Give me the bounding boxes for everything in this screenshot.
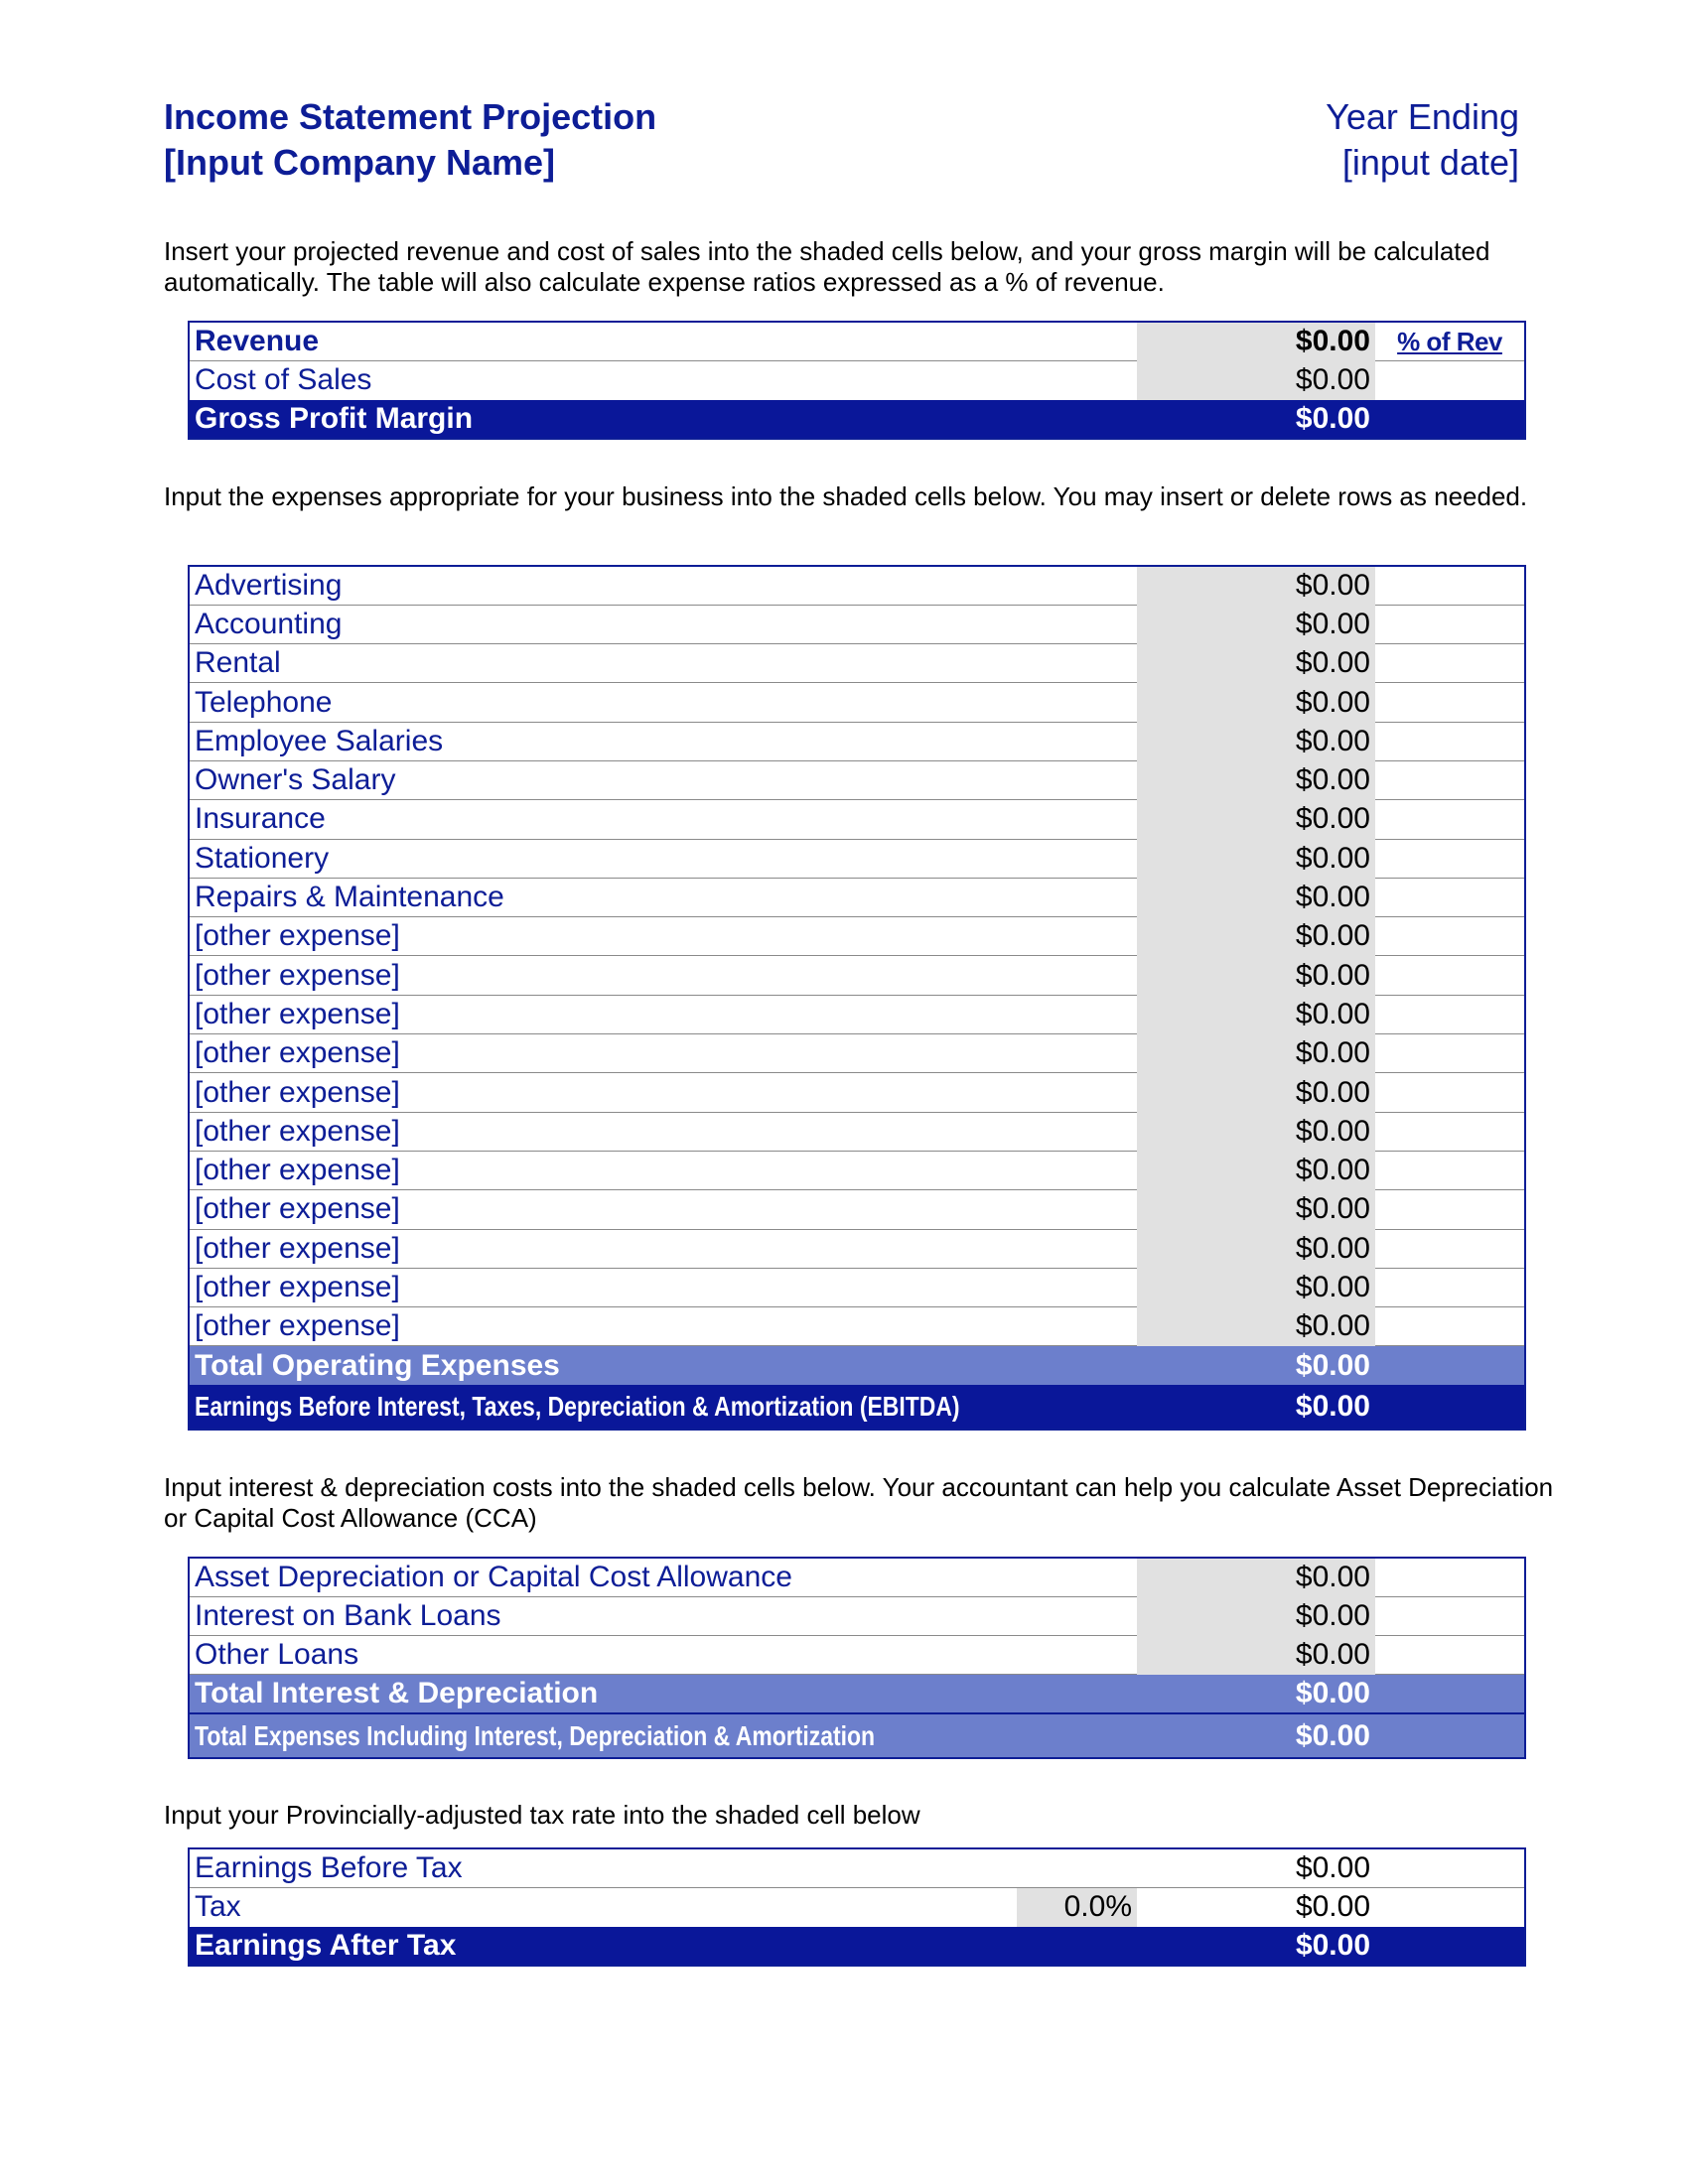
expense-amount-input[interactable]: $0.00 [1137, 1151, 1375, 1189]
expense-row [189, 917, 1525, 956]
pct-cell [1375, 956, 1525, 995]
row-label: Total Interest & Depreciation [189, 1675, 1137, 1713]
other-loans-row [189, 1636, 1525, 1675]
row-label: Gross Profit Margin [189, 400, 1137, 439]
expense-row [189, 878, 1525, 916]
expense-row [189, 1112, 1525, 1151]
earnings-before-tax-row [189, 1848, 1525, 1887]
expense-amount-input[interactable]: $0.00 [1137, 1112, 1375, 1151]
revenue-instructions: Insert your projected revenue and cost of sales into the shaded cells below, and your gross margin will be calculated automatically. The table will also calculate expense ratios expressed as a % of revenue. [164, 236, 1490, 297]
expense-label[interactable]: [other expense] [189, 1307, 1137, 1346]
expense-label[interactable]: Telephone [189, 683, 1137, 722]
expense-table [188, 565, 1526, 1431]
pct-cell [1375, 360, 1525, 399]
expense-row [189, 995, 1525, 1033]
asset-depreciation-input[interactable]: $0.00 [1137, 1558, 1375, 1596]
expense-label[interactable]: [other expense] [189, 1112, 1137, 1151]
expense-amount-input[interactable]: $0.00 [1137, 995, 1375, 1033]
tax-row [189, 1887, 1525, 1926]
year-ending-label: Year Ending [1326, 96, 1519, 137]
pct-cell [1375, 1034, 1525, 1073]
total-interest-depreciation-value: $0.00 [1137, 1675, 1375, 1713]
pct-cell [1375, 1229, 1525, 1268]
expense-label[interactable]: Accounting [189, 605, 1137, 643]
expense-amount-input[interactable]: $0.00 [1137, 1268, 1375, 1306]
expense-amount-input[interactable]: $0.00 [1137, 1034, 1375, 1073]
header-right [1326, 94, 1519, 186]
pct-cell [1375, 1558, 1525, 1596]
expense-amount-input[interactable]: $0.00 [1137, 1073, 1375, 1112]
company-name-field[interactable]: [Input Company Name] [164, 142, 556, 183]
row-label: Cost of Sales [195, 363, 372, 397]
row-label: Asset Depreciation or Capital Cost Allowance [189, 1558, 1137, 1596]
row-label [189, 1385, 1137, 1430]
total-expenses-value: $0.00 [1137, 1713, 1375, 1758]
tax-rate-input[interactable]: 0.0% [1017, 1887, 1137, 1926]
expense-label[interactable]: [other expense] [189, 1268, 1137, 1306]
row-label: Tax [195, 1890, 241, 1924]
expense-amount-input[interactable]: $0.00 [1137, 800, 1375, 839]
expense-row [189, 956, 1525, 995]
expense-label[interactable]: [other expense] [189, 917, 1137, 956]
expense-row [189, 760, 1525, 799]
expense-amount-input[interactable]: $0.00 [1137, 644, 1375, 683]
expense-amount-input[interactable]: $0.00 [1137, 683, 1375, 722]
ebitda-value: $0.00 [1137, 1385, 1375, 1430]
gross-profit-margin-row [189, 400, 1525, 439]
pct-cell [1375, 566, 1525, 605]
expense-row [189, 644, 1525, 683]
interest-table [188, 1557, 1526, 1759]
date-field[interactable]: [input date] [1341, 142, 1519, 183]
expense-row [189, 1268, 1525, 1306]
earnings-after-tax-row [189, 1927, 1525, 1966]
expense-amount-input[interactable]: $0.00 [1137, 878, 1375, 916]
expense-label[interactable]: [other expense] [189, 1190, 1137, 1229]
expense-row [189, 1034, 1525, 1073]
expense-label[interactable]: [other expense] [189, 1229, 1137, 1268]
tax-table [188, 1847, 1526, 1967]
expense-row [189, 683, 1525, 722]
expense-row [189, 839, 1525, 878]
cost-of-sales-row [189, 360, 1525, 399]
total-operating-expenses-row [189, 1346, 1525, 1385]
pct-cell [1375, 400, 1525, 439]
header [164, 94, 1519, 194]
expense-label[interactable]: Employee Salaries [189, 722, 1137, 760]
interest-bank-loans-row [189, 1596, 1525, 1635]
expense-label[interactable]: [other expense] [189, 1073, 1137, 1112]
row-label: Interest on Bank Loans [189, 1596, 1137, 1635]
pct-cell [1375, 722, 1525, 760]
earnings-after-tax-value: $0.00 [1137, 1927, 1375, 1966]
expense-row [189, 800, 1525, 839]
expense-amount-input[interactable]: $0.00 [1137, 760, 1375, 799]
revenue-table [188, 321, 1526, 440]
row-label: Total Operating Expenses [189, 1346, 1137, 1385]
earnings-before-tax-value: $0.00 [1137, 1848, 1375, 1887]
pct-cell [1375, 1713, 1525, 1758]
row-label: Earnings After Tax [189, 1927, 1137, 1966]
expense-amount-input[interactable]: $0.00 [1137, 956, 1375, 995]
expense-row [189, 1073, 1525, 1112]
expense-amount-input[interactable]: $0.00 [1137, 1190, 1375, 1229]
expense-amount-input[interactable]: $0.00 [1137, 839, 1375, 878]
pct-cell [1375, 760, 1525, 799]
pct-cell [1375, 683, 1525, 722]
pct-cell [1375, 1385, 1525, 1430]
expense-amount-input[interactable]: $0.00 [1137, 605, 1375, 643]
row-label: Other Loans [189, 1636, 1137, 1675]
pct-of-rev-header [1375, 322, 1525, 360]
row-label: Earnings Before Tax [189, 1848, 1137, 1887]
tax-value: $0.00 [1295, 1890, 1371, 1924]
expense-label[interactable]: [other expense] [189, 956, 1137, 995]
gross-profit-value: $0.00 [1137, 400, 1375, 439]
pct-cell [1375, 1151, 1525, 1189]
pct-cell [1375, 995, 1525, 1033]
pct-cell [1375, 1268, 1525, 1306]
expense-row [189, 1307, 1525, 1346]
total-interest-depreciation-row [189, 1675, 1525, 1713]
pct-cell [1375, 1190, 1525, 1229]
ebitda-label: Earnings Before Interest, Taxes, Depreciation & Amortization (EBITDA) [195, 1391, 960, 1423]
ebitda-row [189, 1385, 1525, 1430]
expense-amount-input[interactable]: $0.00 [1137, 917, 1375, 956]
pct-cell [1375, 1112, 1525, 1151]
expense-label[interactable]: [other expense] [189, 1151, 1137, 1189]
expense-row [189, 566, 1525, 605]
pct-cell [1375, 644, 1525, 683]
pct-cell [1375, 1346, 1525, 1385]
pct-cell [1375, 1927, 1525, 1966]
pct-cell [1375, 800, 1525, 839]
expense-amount-input[interactable]: $0.00 [1137, 722, 1375, 760]
pct-cell [1375, 1636, 1525, 1675]
cost-of-sales-input[interactable]: $0.00 [1137, 360, 1375, 399]
expense-row [189, 1190, 1525, 1229]
pct-cell [1375, 1848, 1525, 1887]
pct-cell [1375, 605, 1525, 643]
interest-bank-loans-input[interactable]: $0.00 [1137, 1596, 1375, 1635]
total-expenses-label: Total Expenses Including Interest, Depreciation & Amortization [195, 1719, 876, 1751]
expense-label[interactable]: Repairs & Maintenance [189, 878, 1137, 916]
total-expenses-row [189, 1713, 1525, 1758]
asset-depreciation-row [189, 1558, 1525, 1596]
pct-cell [1375, 1073, 1525, 1112]
expense-row [189, 1151, 1525, 1189]
interest-instructions: Input interest & depreciation costs into the shaded cells below. Your accountant can help you calculate Asset Depreciation or Capital Cost Allowance (CCA) [164, 1472, 1554, 1533]
expense-amount-input[interactable]: $0.00 [1137, 1307, 1375, 1346]
expense-amount-input[interactable]: $0.00 [1137, 1229, 1375, 1268]
other-loans-input[interactable]: $0.00 [1137, 1636, 1375, 1675]
expense-label[interactable]: Rental [189, 644, 1137, 683]
expense-label[interactable]: Owner's Salary [189, 760, 1137, 799]
pct-cell [1375, 1887, 1525, 1926]
pct-cell [1375, 917, 1525, 956]
pct-cell [1375, 839, 1525, 878]
pct-cell [1375, 1596, 1525, 1635]
pct-cell [1375, 1675, 1525, 1713]
tax-instructions: Input your Provincially-adjusted tax rate into the shaded cell below [164, 1800, 920, 1830]
expense-label[interactable]: [other expense] [189, 1034, 1137, 1073]
expense-row [189, 1229, 1525, 1268]
header-left [164, 94, 656, 186]
pct-cell [1375, 1307, 1525, 1346]
total-operating-expenses-value: $0.00 [1137, 1346, 1375, 1385]
expense-label[interactable]: Advertising [189, 566, 1137, 605]
revenue-input[interactable]: $0.00 [1137, 322, 1375, 360]
revenue-row [189, 322, 1525, 360]
pct-cell [1375, 878, 1525, 916]
expense-amount-input[interactable]: $0.00 [1137, 566, 1375, 605]
expense-label[interactable]: Insurance [189, 800, 1137, 839]
document-title: Income Statement Projection [164, 96, 657, 137]
expense-label[interactable]: Stationery [189, 839, 1137, 878]
expense-row [189, 605, 1525, 643]
row-label: Revenue [189, 322, 1137, 360]
pct-of-rev-link[interactable]: % of Rev [1397, 326, 1502, 356]
expenses-instructions: Input the expenses appropriate for your business into the shaded cells below. You may insert or delete rows as needed. [164, 481, 1528, 511]
expense-label[interactable]: [other expense] [189, 995, 1137, 1033]
expense-row [189, 722, 1525, 760]
row-label [189, 1713, 1137, 1758]
